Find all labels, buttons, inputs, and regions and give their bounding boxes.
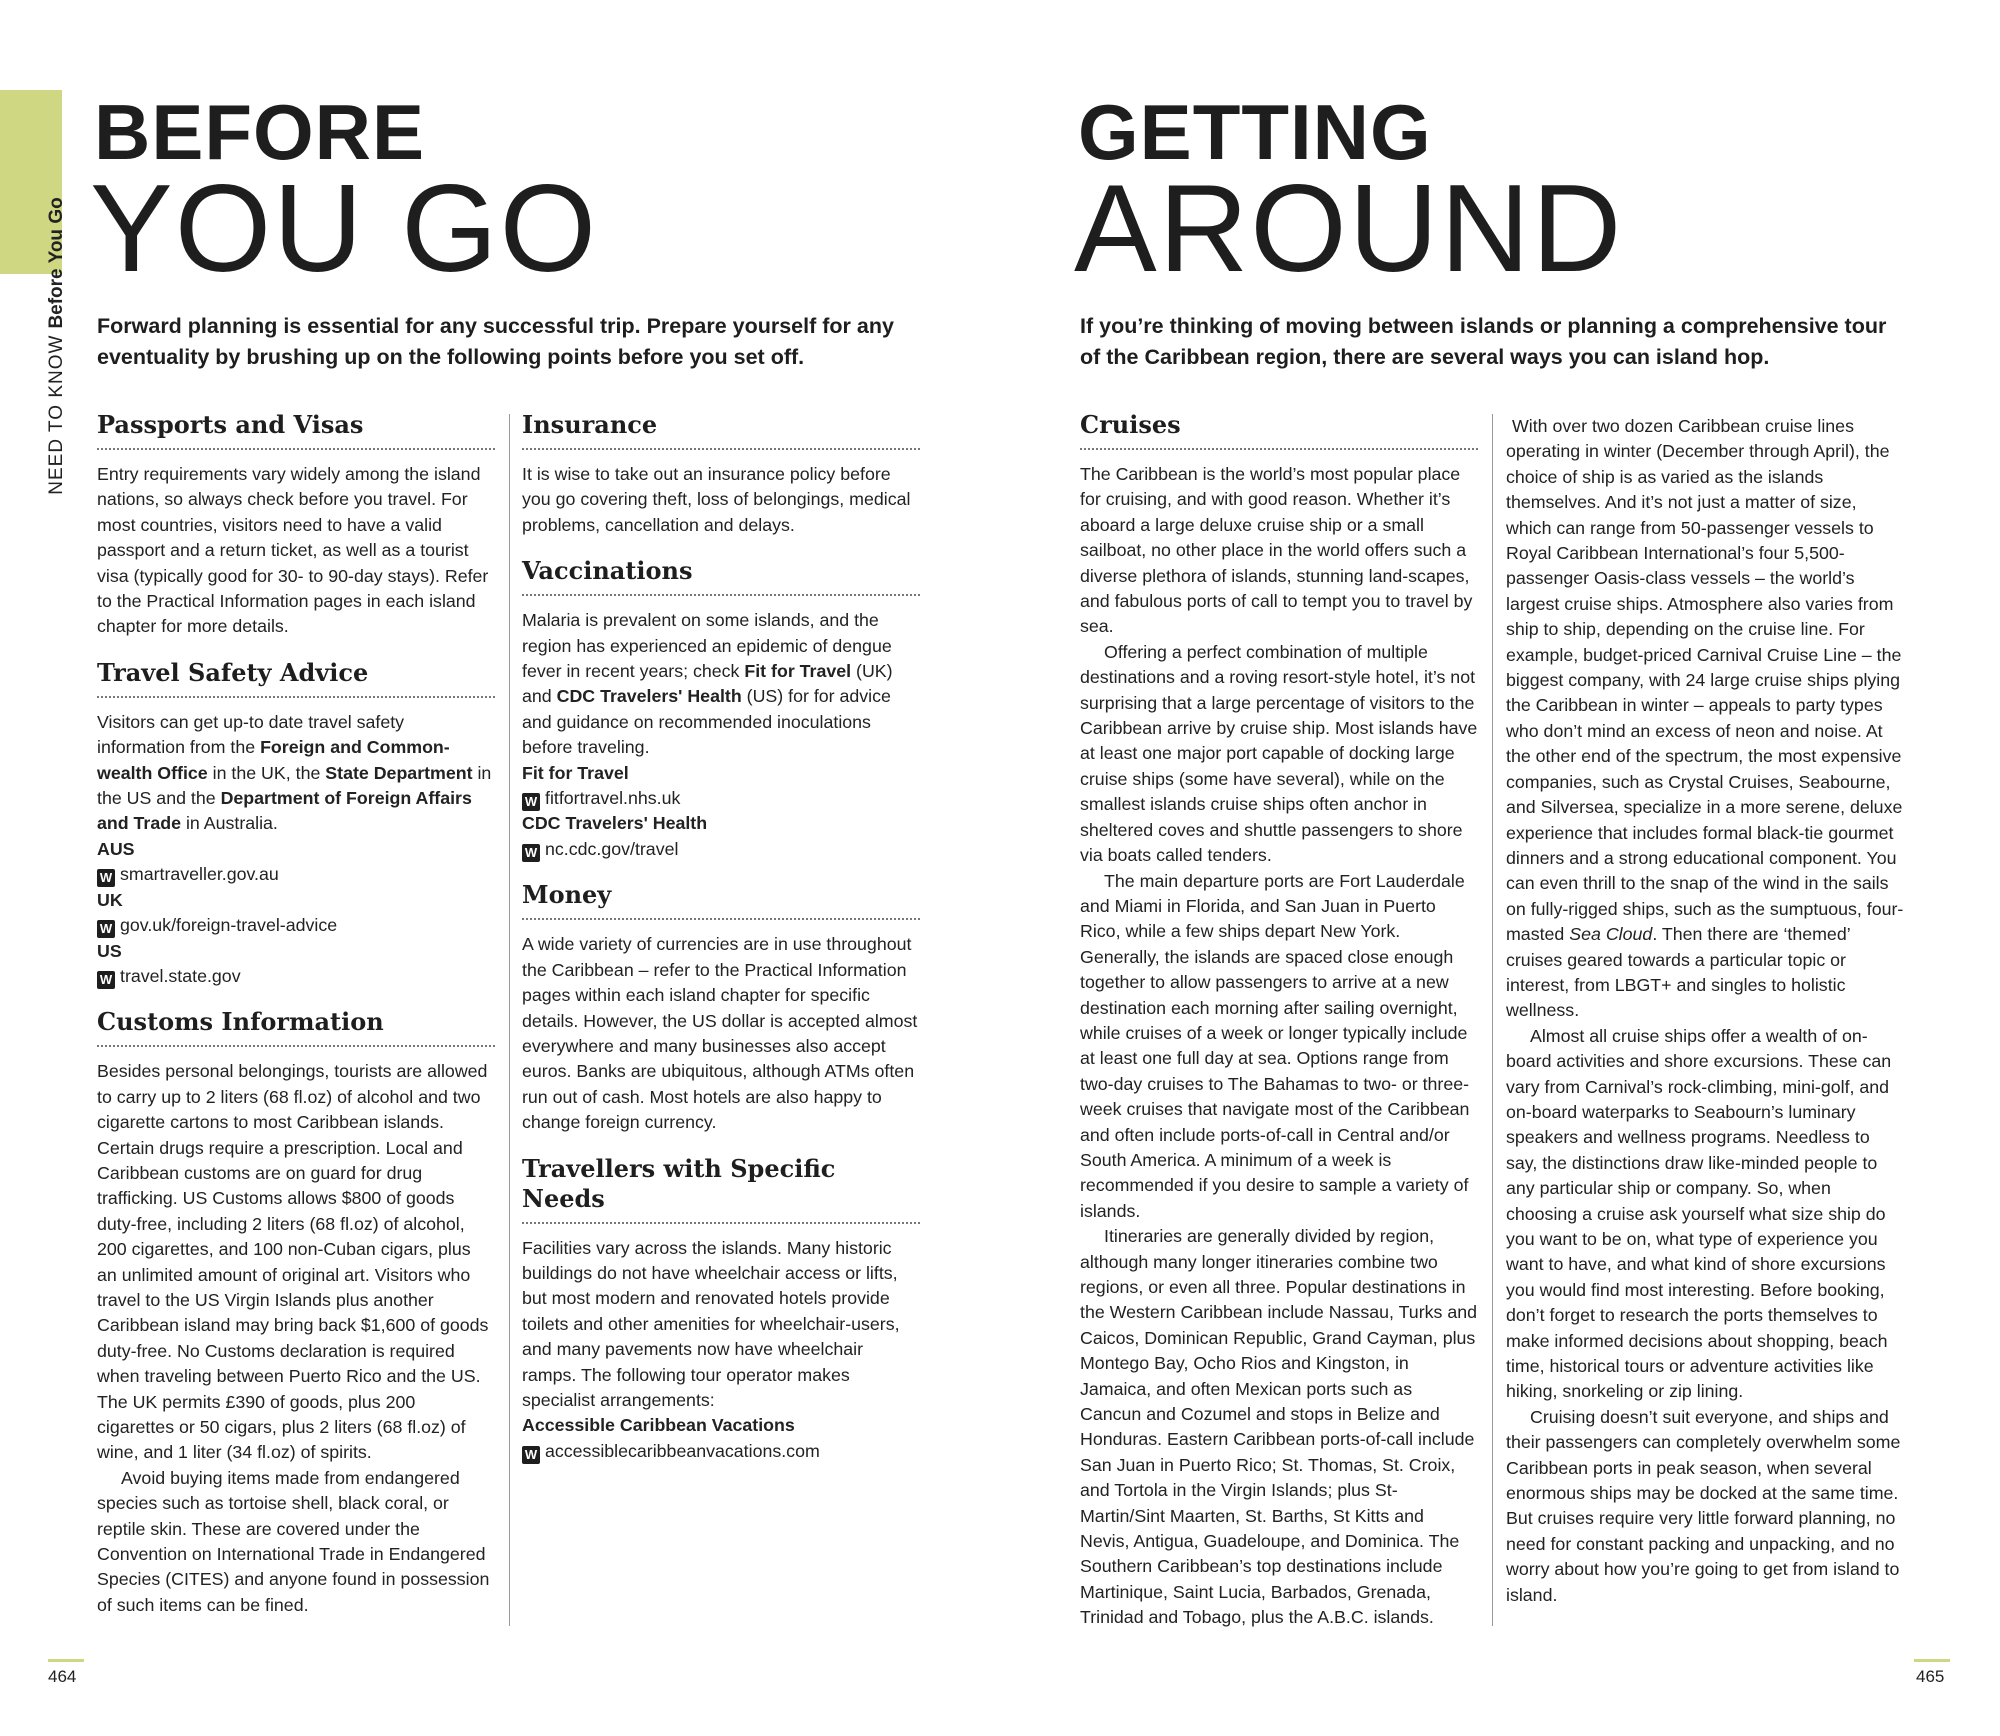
money-section — [522, 880, 920, 1135]
money-heading: Money — [522, 880, 920, 920]
vaccination-link-label: Fit for Travel — [522, 762, 629, 783]
left-column-1 — [97, 410, 495, 1636]
safety-link[interactable] — [97, 964, 495, 989]
vaccination-link[interactable] — [522, 837, 920, 862]
money-text: A wide variety of currencies are in use throughout the Caribbean – refer to the Practical Information pages within each island chapter for specific details. However, the US dollar is accepted almost everywhere and many businesses also accept euros. Banks are ubiquitous, although ATMs often run out of cash. Most hotels are also happy to change foreign currency. — [522, 934, 918, 1133]
vaccinations-text — [522, 608, 920, 760]
ship-name: Sea Cloud — [1569, 924, 1653, 945]
cruises-text-1: The Caribbean is the world’s most popular place for cruising, and with good reason. Whether it’s aboard a large deluxe cruise ship or a small sailboat, no other place in the world offers such a diverse plethora of islands, stunning land-scapes, and fabulous ports of call to tempt you to travel by sea. — [1080, 464, 1473, 637]
vaccination-link-label: CDC Travelers' Health — [522, 813, 708, 834]
passports-heading: Passports and Visas — [97, 410, 495, 450]
safety-heading: Travel Safety Advice — [97, 658, 495, 698]
cruises-text-3: The main departure ports are Fort Lauderdale and Miami in Florida, and San Juan in Puerto Rico, while a few ships depart New York. Generally, the islands are spaced close enough together to allow passengers to arrive at a new destination each morning after sailing overnight, while cruises of a week or longer typically include at least one full day at sea. Options range from two-day cruises to The Bahamas to two- or three-week cruises that navigate most of the Caribbean and often include ports-of-call in Central and/or South America. A minimum of a week is recommended if you desire to sample a variety of islands. — [1080, 870, 1470, 1221]
right-title-line2: AROUND — [1074, 160, 1624, 298]
safety-text-3: in the US and the — [97, 762, 492, 809]
safety-link-url[interactable]: travel.state.gov — [120, 965, 241, 986]
left-lead: Forward planning is essential for any successful trip. Prepare yourself for any eventuality by brushing up on the following points before you set off. — [97, 314, 894, 369]
safety-text-4: in Australia. — [181, 813, 278, 834]
web-icon: W — [97, 971, 115, 989]
web-icon: W — [522, 1446, 540, 1464]
customs-text-1: Besides personal belongings, tourists are allowed to carry up to 2 liters (68 fl.oz) of alcohol and two cigarette cartons to most Caribbean islands. Certain drugs require a prescription. Local and Caribbean customs are on guard for drug trafficking. US Customs allows $800 of goods duty-free, including 2 liters (68 fl.oz) of alcohol, 200 cigarettes, and 100 non-Cuban cigars, plus an unlimited amount of original art. Visitors who travel to the US Virgin Islands plus another Caribbean island may bring back $1,600 of goods duty-free. No Customs declaration is required when traveling between Puerto Rico and the US. The UK permits £390 of goods, plus 200 cigarettes or 50 cigars, plus 2 liters (68 fl.oz) of wine, and 1 liter (34 fl.oz) of spirits. — [97, 1061, 489, 1463]
insurance-heading: Insurance — [522, 410, 920, 450]
safety-country-label: UK — [97, 889, 123, 910]
safety-bold-1: Foreign and Common-wealth Office — [97, 737, 450, 783]
column-divider — [509, 414, 510, 1626]
cruises-text-5b: . Then there are ‘themed’ cruises geared towards a particular topic or interest, from LBGT+ and singles to holistic wellness. — [1506, 924, 1850, 1021]
safety-text-2: in the UK, the — [207, 762, 326, 783]
web-icon: W — [522, 793, 540, 811]
safety-text — [97, 710, 495, 837]
page-number-right: 465 — [1916, 1667, 1945, 1686]
customs-section — [97, 1007, 495, 1618]
insurance-section — [522, 410, 920, 538]
needs-text: Facilities vary across the islands. Many historic buildings do not have wheelchair access or lifts, but most modern and renovated hotels provide toilets and other amenities for wheelchair-users, and many pavements now have wheelchair ramps. The following tour operator makes specialist arrangements: — [522, 1237, 900, 1410]
needs-link-label: Accessible Caribbean Vacations — [522, 1415, 795, 1436]
web-icon: W — [97, 920, 115, 938]
right-title-line1: GETTING — [1078, 88, 1432, 176]
safety-bold-3: Department of Foreign Affairs and Trade — [97, 788, 472, 834]
customs-text-2: Avoid buying items made from endangered species such as tortoise shell, black coral, or reptile skin. These are covered under the Convention on International Trade in Endangered Species (CITES) and anyone found in possession of such items can be fined. — [97, 1467, 490, 1615]
web-icon: W — [522, 844, 540, 862]
cruises-text-7: Cruising doesn’t suit everyone, and ships and their passengers can completely overwhelm some Caribbean ports in peak season, when several enormous ships may be docked at the same time. But cruises require very little forward planning, no need for constant packing and unpacking, and no worry about how you’re going to get from island to island. — [1506, 1406, 1901, 1605]
page-number-left: 464 — [48, 1667, 77, 1686]
cruises-text-2: Offering a perfect combination of multiple destinations and a roving resort-style hotel, it’s not surprising that a large percentage of visitors to the Caribbean arrive by cruise ship. Most islands have at least one major port capable of docking large cruise ships (some have several), while on the smallest islands cruise ships often anchor in sheltered coves and shuttle passengers to shore via boats called tenders. — [1080, 641, 1478, 866]
customs-heading: Customs Information — [97, 1007, 495, 1047]
cruises-heading: Cruises — [1080, 410, 1478, 450]
cruises-text-5a: With over two dozen Caribbean cruise lines operating in winter (December through April), the choice of ship is as varied as the islands themselves. And it’s not just a matter of size, which can range from 50-passenger vessels to Royal Caribbean International’s four 5,500-passenger Oasis-class vessels – the world’s largest cruise ships. Atmosphere also varies from ship to ship, depending on the cruise line. For example, budget-priced Carnival Cruise Line – the biggest company, with 24 large cruise ships plying the Caribbean in winter – appeals to party types who don’t mind an excess of neon and noise. At the other end of the spectrum, the most expensive companies, such as Crystal Cruises, Seabourne, and Silversea, specialize in a more serene, deluxe experience that includes formal black-tie gourmet dinners and a strong educational component. You can even thrill to the snap of the wind in the sails on fully-rigged ships, such as the sumptuous, four-masted — [1506, 416, 1904, 945]
insurance-text: It is wise to take out an insurance policy before you go covering theft, loss of belongings, medical problems, cancellation and delays. — [522, 464, 911, 535]
passports-section — [97, 410, 495, 640]
right-column-2 — [1506, 414, 1904, 1608]
vaccination-link-url[interactable]: nc.cdc.gov/travel — [545, 838, 679, 859]
left-title-line1: BEFORE — [94, 88, 426, 176]
vaccinations-section — [522, 556, 920, 862]
cruises-text-5 — [1506, 414, 1904, 1024]
safety-link-url[interactable]: smartraveller.gov.au — [120, 864, 279, 885]
safety-country-label: AUS — [97, 838, 135, 859]
needs-link-url[interactable]: accessiblecaribbeanvacations.com — [545, 1440, 820, 1461]
vaccinations-heading: Vaccinations — [522, 556, 920, 596]
vaccinations-bold-2: CDC Travelers' Health — [556, 686, 742, 707]
cruises-text-4: Itineraries are generally divided by region, although many longer itineraries combine two regions, or even all three. Popular destinations in the Western Caribbean include Nassau, Turks and Caicos, Dominican Republic, Grand Cayman, plus Montego Bay, Ocho Rios and Kingston, in Jamaica, and often Mexican ports such as Cancun and Cozumel and stops in Belize and Honduras. Eastern Caribbean ports-of-call include San Juan in Puerto Rico; St. Thomas, St. Croix, and Tortola in the Virgin Islands; plus St-Martin/Sint Maarten, St. Barths, St Kitts and Nevis, Antigua, Guadeloupe, and Dominica. The Southern Caribbean’s top destinations include Martinique, Saint Lucia, Barbados, Grenada, Trinidad and Tobago, plus the A.B.C. islands. — [1080, 1226, 1478, 1628]
vaccinations-text-3: (US) for for advice and guidance on recommended inoculations before traveling. — [522, 686, 891, 758]
safety-bold-2: State Department — [325, 762, 473, 783]
needs-link[interactable] — [522, 1439, 920, 1464]
vaccinations-bold-1: Fit for Travel — [744, 661, 852, 682]
left-column-2 — [522, 410, 920, 1482]
cruises-text-6: Almost all cruise ships offer a wealth of on-board activities and shore excursions. These can vary from Carnival’s rock-climbing, mini-golf, and on-board waterparks to Seabourn’s luminary speakers and wellness programs. Needless to say, the distinctions draw like-minded people to any particular ship or company. So, when choosing a cruise ask yourself what size ship do you want to be on, what type of experience you want to have, and what kind of shore excursions you would find most interesting. Before booking, don’t forget to research the ports themselves to make informed decisions about shopping, beach time, historical tours or adventure activities like hiking, snorkeling or zip lining. — [1506, 1025, 1892, 1402]
column-divider — [1492, 414, 1493, 1626]
vaccinations-text-1: Malaria is prevalent on some islands, and the region has experienced an epidemic of dengue fever in recent years; check — [522, 610, 892, 682]
left-title-line2: YOU GO — [90, 160, 599, 298]
safety-link-url[interactable]: gov.uk/foreign-travel-advice — [120, 915, 338, 936]
safety-link[interactable] — [97, 913, 495, 938]
safety-link[interactable] — [97, 862, 495, 887]
safety-country-label: US — [97, 940, 122, 961]
side-section-label — [46, 197, 68, 494]
vaccination-link-url[interactable]: fitfortravel.nhs.uk — [545, 788, 681, 809]
web-icon: W — [97, 869, 115, 887]
vaccination-link[interactable] — [522, 786, 920, 811]
safety-section — [97, 658, 495, 989]
needs-section — [522, 1154, 920, 1465]
right-lead: If you’re thinking of moving between islands or planning a comprehensive tour of the Caribbean region, there are several ways you can island hop. — [1080, 314, 1887, 369]
needs-heading: Travellers with Specific Needs — [522, 1154, 920, 1224]
side-label-section: Before You Go — [46, 197, 67, 329]
safety-text-1: Visitors can get up-to date travel safety information from the — [97, 711, 405, 758]
side-label-prefix: NEED TO KNOW — [46, 334, 67, 495]
vaccinations-text-2: (UK) and — [522, 661, 893, 707]
right-column-1 — [1080, 410, 1478, 1631]
page-number-bar-right — [1914, 1659, 1950, 1662]
passports-text: Entry requirements vary widely among the island nations, so always check before you travel. For most countries, visitors need to have a valid passport and a return ticket, as well as a tourist visa (typically good for 30- to 90-day stays). Refer to the Practical Information pages in each island chapter for more details. — [97, 464, 489, 637]
page-number-bar-left — [48, 1659, 84, 1662]
